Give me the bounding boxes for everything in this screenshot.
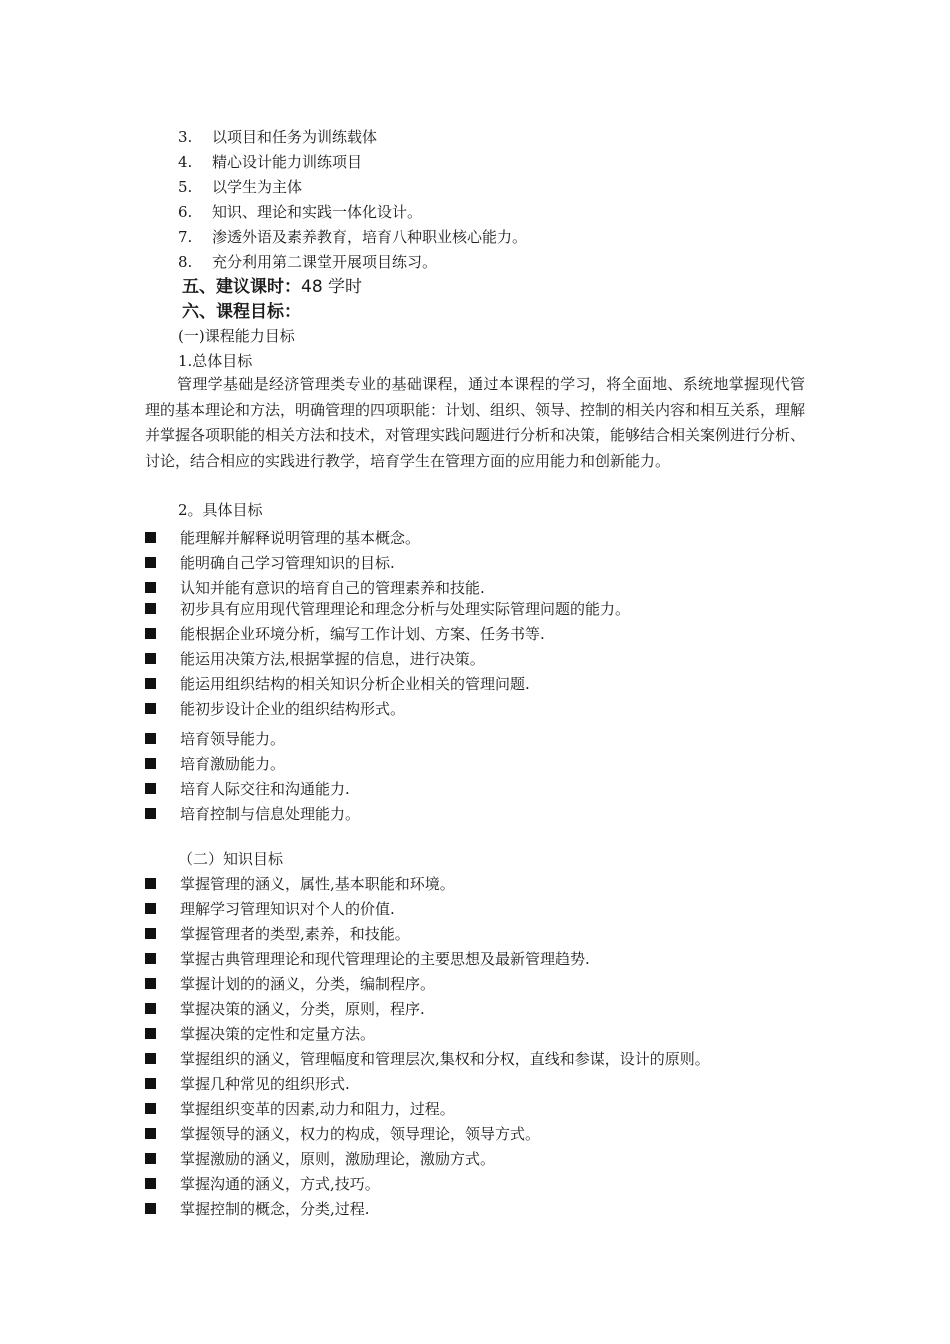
- list-item: 掌握计划的的涵义，分类，编制程序。: [180, 975, 436, 993]
- list-item: 掌握控制的概念，分类,过程.: [180, 1200, 370, 1218]
- list-number: 6.: [178, 203, 193, 221]
- section-label: 五、建议课时：: [182, 277, 301, 297]
- list-item: 能运用决策方法,根据掌握的信息，进行决策。: [180, 650, 485, 668]
- list-item: 理解学习管理知识对个人的价值.: [180, 900, 395, 918]
- bullet-square-icon: [145, 532, 156, 543]
- bullet-square-icon: [145, 978, 156, 989]
- list-number: 4.: [178, 153, 193, 171]
- list-item: 能根据企业环境分析，编写工作计划、方案、任务书等.: [180, 625, 545, 643]
- bullet-square-icon: [145, 1078, 156, 1089]
- bullet-square-icon: [145, 878, 156, 889]
- list-number: 3.: [178, 128, 193, 146]
- list-number: 8.: [178, 253, 193, 271]
- list-item: 掌握管理者的类型,素养，和技能。: [180, 925, 410, 943]
- bullet-square-icon: [145, 808, 156, 819]
- bullet-square-icon: [145, 783, 156, 794]
- list-item: 渗透外语及素养教育，培育八种职业核心能力。: [212, 228, 528, 246]
- bullet-square-icon: [145, 557, 156, 568]
- bullet-square-icon: [145, 628, 156, 639]
- list-item: 以项目和任务为训练载体: [212, 128, 378, 146]
- list-item: 掌握组织变革的因素,动力和阻力，过程。: [180, 1100, 455, 1118]
- list-item: 能理解并解释说明管理的基本概念。: [180, 529, 421, 547]
- list-item: 培育激励能力。: [180, 755, 286, 773]
- bullet-square-icon: [145, 1128, 156, 1139]
- section-value: 48 学时: [301, 277, 363, 297]
- bullet-square-icon: [145, 1103, 156, 1114]
- list-item: 充分利用第二课堂开展项目练习。: [212, 253, 438, 271]
- subsection-heading: （二）知识目标: [178, 850, 284, 868]
- bullet-square-icon: [145, 603, 156, 614]
- paragraph: 管理学基础是经济管理类专业的基础课程，通过本课程的学习，将全面地、系统地掌握现代管理的基本理论和方法，明确管理的四项职能：计划、组织、领导、控制的相关内容和相互关系，理解并掌握各项职能的相关方法和技术，对管理实践问题进行分析和决策，能够结合相关案例进行分析、讨论，结合相应的实践进行教学，培育学生在管理方面的应用能力和创新能力。: [145, 375, 806, 470]
- list-item: 能运用组织结构的相关知识分析企业相关的管理问题.: [180, 675, 530, 693]
- bullet-square-icon: [145, 928, 156, 939]
- list-item: 培育人际交往和沟通能力.: [180, 780, 350, 798]
- bullet-square-icon: [145, 678, 156, 689]
- list-item: 精心设计能力训练项目: [212, 153, 363, 171]
- list-item: 掌握领导的涵义，权力的构成，领导理论，领导方式。: [180, 1125, 541, 1143]
- list-item: 能初步设计企业的组织结构形式。: [180, 700, 406, 718]
- bullet-square-icon: [145, 653, 156, 664]
- section-heading-hours: [182, 276, 362, 298]
- section-heading-objectives: [182, 301, 301, 323]
- list-item: 认知并能有意识的培育自己的管理素养和技能.: [180, 579, 485, 597]
- bullet-square-icon: [145, 1178, 156, 1189]
- bullet-square-icon: [145, 1003, 156, 1014]
- bullet-square-icon: [145, 1153, 156, 1164]
- bullet-square-icon: [145, 1053, 156, 1064]
- subsection-heading: 2。具体目标: [178, 501, 263, 519]
- list-item: 能明确自己学习管理知识的目标.: [180, 554, 395, 572]
- list-item: 知识、理论和实践一体化设计。: [212, 203, 423, 221]
- list-number: 7.: [178, 228, 193, 246]
- bullet-square-icon: [145, 903, 156, 914]
- bullet-square-icon: [145, 953, 156, 964]
- list-item: 掌握管理的涵义，属性,基本职能和环境。: [180, 875, 455, 893]
- list-item: 掌握组织的涵义，管理幅度和管理层次,集权和分权，直线和参谋，设计的原则。: [180, 1050, 710, 1068]
- bullet-square-icon: [145, 733, 156, 744]
- list-item: 培育领导能力。: [180, 730, 286, 748]
- list-item: 培育控制与信息处理能力。: [180, 805, 361, 823]
- list-item: 以学生为主体: [212, 178, 303, 196]
- subsection-heading: 1.总体目标: [178, 352, 253, 370]
- bullet-square-icon: [145, 758, 156, 769]
- subsection-heading: (一)课程能力目标: [178, 327, 295, 345]
- list-item: 掌握沟通的涵义，方式,技巧。: [180, 1175, 380, 1193]
- list-item: 掌握激励的涵义，原则，激励理论，激励方式。: [180, 1150, 496, 1168]
- list-item: 初步具有应用现代管理理论和理念分析与处理实际管理问题的能力。: [180, 600, 631, 618]
- list-item: 掌握古典管理理论和现代管理理论的主要思想及最新管理趋势.: [180, 950, 590, 968]
- bullet-square-icon: [145, 582, 156, 593]
- bullet-square-icon: [145, 1203, 156, 1214]
- list-item: 掌握决策的定性和定量方法。: [180, 1025, 376, 1043]
- list-item: 掌握决策的涵义，分类，原则，程序.: [180, 1000, 425, 1018]
- section-label: 六、课程目标：: [182, 302, 301, 322]
- list-item: 掌握几种常见的组织形式.: [180, 1075, 350, 1093]
- bullet-square-icon: [145, 1028, 156, 1039]
- bullet-square-icon: [145, 703, 156, 714]
- list-number: 5.: [178, 178, 193, 196]
